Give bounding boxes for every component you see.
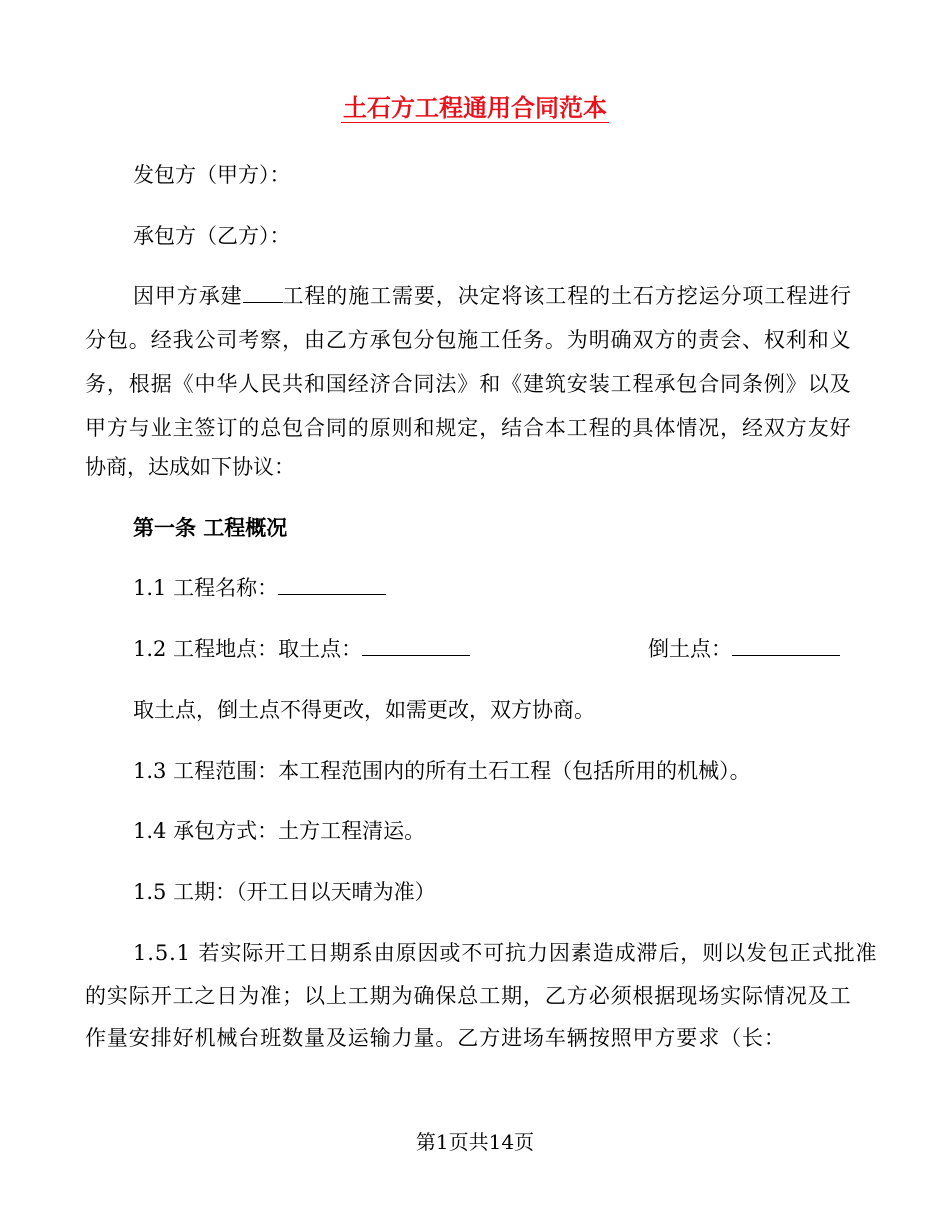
item-label: 1.1 工程名称： bbox=[133, 576, 279, 600]
item-1-2-note: 取土点，倒土点不得更改，如需更改，双方协商。 bbox=[133, 698, 595, 722]
intro-line-4: 甲方与业主签订的总包合同的原则和规定，结合本工程的具体情况，经双方友好 bbox=[85, 416, 852, 440]
borrow-site-field bbox=[362, 637, 470, 656]
item-1-2-dump bbox=[648, 634, 878, 664]
dump-site-field bbox=[732, 637, 840, 656]
page-number-footer: 第1页共14页 bbox=[415, 1130, 535, 1154]
item-1-5: 1.5 工期：（开工日以天晴为准） bbox=[133, 880, 436, 904]
project-name-field bbox=[278, 576, 386, 595]
item-1-5-1-line-1: 1.5.1 若实际开工日期系由原因或不可抗力因素造成滞后，则以发包正式批准 bbox=[133, 941, 878, 965]
intro-text: 工程的施工需要，决定将该工程的土石方挖运分项工程进行 bbox=[282, 284, 852, 308]
item-1-3: 1.3 工程范围：本工程范围内的所有土石工程（包括所用的机械）。 bbox=[133, 759, 751, 783]
item-label: 1.2 工程地点：取土点： bbox=[133, 637, 363, 661]
item-1-5-1-line-3: 作量安排好机械台班数量及运输力量。乙方进场车辆按照甲方要求（长： bbox=[85, 1026, 786, 1050]
article-1-heading: 第一条 工程概况 bbox=[133, 515, 288, 540]
item-1-5-1-line-2: 的实际开工之日为准；以上工期为确保总工期，乙方必须根据现场实际情况及工 bbox=[85, 984, 852, 1008]
item-1-4: 1.4 承包方式：土方工程清运。 bbox=[133, 819, 426, 843]
item-label: 倒土点： bbox=[648, 637, 732, 661]
project-name-blank bbox=[243, 284, 283, 303]
party-b-line: 承包方（乙方）： bbox=[133, 224, 291, 248]
intro-line-3: 务，根据《中华人民共和国经济合同法》和《建筑安装工程承包合同条例》以及 bbox=[85, 372, 852, 396]
intro-line-1 bbox=[133, 281, 875, 311]
item-1-1 bbox=[133, 573, 875, 603]
intro-line-2: 分包。经我公司考察，由乙方承包分包施工任务。为明确双方的责会、权利和义 bbox=[85, 328, 852, 352]
party-a-line: 发包方（甲方）： bbox=[133, 163, 291, 187]
intro-text: 因甲方承建 bbox=[133, 284, 243, 308]
intro-line-5: 协商，达成如下协议： bbox=[85, 455, 295, 479]
document-title: 土石方工程通用合同范本 bbox=[343, 93, 607, 122]
